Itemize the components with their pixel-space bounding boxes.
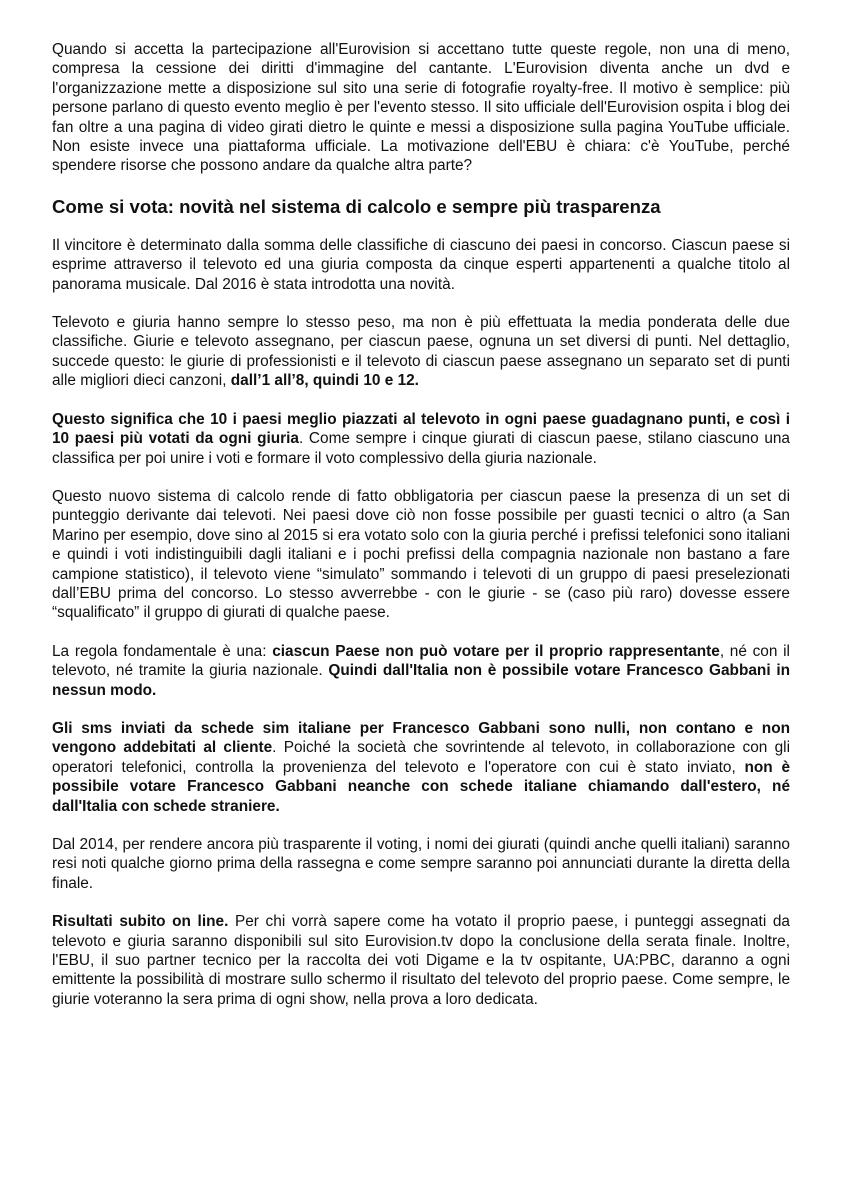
- paragraph-sms: Gli sms inviati da schede sim italiane per Francesco Gabbani sono nulli, non contano e non vengono addebitati al cliente. Poiché la società che sovrintende al televoto, in collaborazione con gli operatori telefonici, controlla la provenienza del televoto e l'operatore con cui è stato inviato, non è possibile votare Francesco Gabbani neanche con schede italiane chiamando dall'estero, né dall'Italia con schede straniere.: [52, 719, 791, 815]
- sms-bold: Gli sms inviati da schede sim italiane per Francesco Gabbani sono nulli, non contano e non vengono addebitati al cliente: [52, 719, 790, 757]
- paragraph-meaning: Questo significa che 10 i paesi meglio piazzati al televoto in ogni paese guadagnano punti, e così i 10 paesi più votati da ogni giuria. Come sempre i cinque giurati di ciascun paese, stilano ciascuno una classifica per poi unire i voti e formare il voto complessivo della giuria nazionale.: [52, 410, 790, 467]
- meaning-bold: Questo significa che 10 i paesi meglio piazzati al televoto in ogni paese guadagnano punti, e così i 10 paesi più votati da ogni giuria: [52, 410, 790, 448]
- points-range: dall’1 all’8, quindi 10 e 12.: [230, 372, 419, 390]
- paragraph-new-system: Questo nuovo sistema di calcolo rende di fatto obbligatoria per ciascun paese la presenza di un set di punteggio derivante dai televoti. Nei paesi dove ciò non fosse possibile per guasti tecnici o altro (a San Marino per esempio, dove sino al 2015 si era votato solo con la giuria perché i prefissi telefonici sono italiani e quindi i voti indistinguibili dagli italiani e i pochi prefissi della compagnia nazionale non bastano a fare campione statistico), il televoto viene “simulato” sommando i televoti di un gruppo di paesi preselezionati dall’EBU prima del concorso. Lo stesso avverrebbe - con le giurie - se (caso più raro) dovesse essere “squalificato” il gruppo di giurati di qualche paese.: [52, 487, 790, 622]
- paragraph-winner: Il vincitore è determinato dalla somma delle classifiche di ciascuno dei paesi in concorso. Ciascun paese si esprime attraverso il televoto ed una giuria composta da cinque esperti appartenenti a qualche titolo al panorama musicale. Dal 2016 è stata introdotta una novità.: [52, 236, 790, 293]
- section-heading: Come si vota: novità nel sistema di calcolo e sempre più trasparenza: [52, 195, 661, 217]
- intro-paragraph: Quando si accetta la partecipazione all'Eurovision si accettano tutte queste regole, non una di meno, compresa la cessione dei diritti d'immagine del cantante. L'Eurovision diventa anche un dvd e l'organizzazione mette a disposizione sul sito una serie di fotografie royalty-free. Il motivo è semplice: più persone parlano di questo evento meglio è per l'evento stesso. Il sito ufficiale dell'Eurovision ospita i blog dei fan oltre a una pagina di video girati dietro le quinte e messi a disposizione sulla pagina YouTube ufficiale. Non esiste invece una piattaforma ufficiale. La motivazione dell'EBU è chiara: c'è YouTube, perché spendere risorse che possono andare da qualche altra parte?: [52, 41, 790, 175]
- document-page: [52, 40, 790, 1028]
- italy-bold: Quindi dall'Italia non è possibile votare Francesco Gabbani in nessun modo.: [52, 662, 790, 699]
- results-bold: Risultati subito on line.: [52, 913, 229, 931]
- paragraph-televote-jury: Televoto e giuria hanno sempre lo stesso peso, ma non è più effettuata la media ponderata delle due classifiche. Giurie e televoto assegnano, per ciascun paese, ognuna un set diversi di punti. Nel dettaglio, succede questo: le giurie di professionisti e il televoto di ciascun paese assegnano un separato set di punti alle migliori dieci canzoni, dall’1 all’8, quindi 10 e 12.: [52, 314, 790, 390]
- paragraph-results-online: Risultati subito on line. Per chi vorrà sapere come ha votato il proprio paese, i punteggi assegnati da televoto e giuria saranno disponibili sul sito Eurovision.tv dopo la conclusione della serata finale. Inoltre, l'EBU, il suo partner tecnico per la raccolta dei voti Digame e la tv ospitante, UA:PBC, daranno a ogni emittente la possibilità di mostrare sullo schermo il risultato del televoto del proprio paese. Come sempre, le giurie voteranno la sera prima di ogni show, nella prova a loro dedicata.: [52, 913, 790, 1008]
- abroad-bold: non è possibile votare Francesco Gabbani neanche con schede italiane chiamando dall'estero, né dall'Italia con schede straniere.: [52, 758, 790, 815]
- rule-bold: ciascun Paese non può votare per il proprio rappresentante: [272, 642, 720, 660]
- paragraph-jurors-2014: Dal 2014, per rendere ancora più trasparente il voting, i nomi dei giurati (quindi anche quelli italiani) saranno resi noti qualche giorno prima della rassegna e come sempre saranno poi annunciati durante la diretta della finale.: [52, 836, 790, 892]
- paragraph-fundamental-rule: La regola fondamentale è una: ciascun Paese non può votare per il proprio rappresentante, né con il televoto, né tramite la giuria nazionale. Quindi dall'Italia non è possibile votare Francesco Gabbani in nessun modo.: [52, 642, 790, 699]
